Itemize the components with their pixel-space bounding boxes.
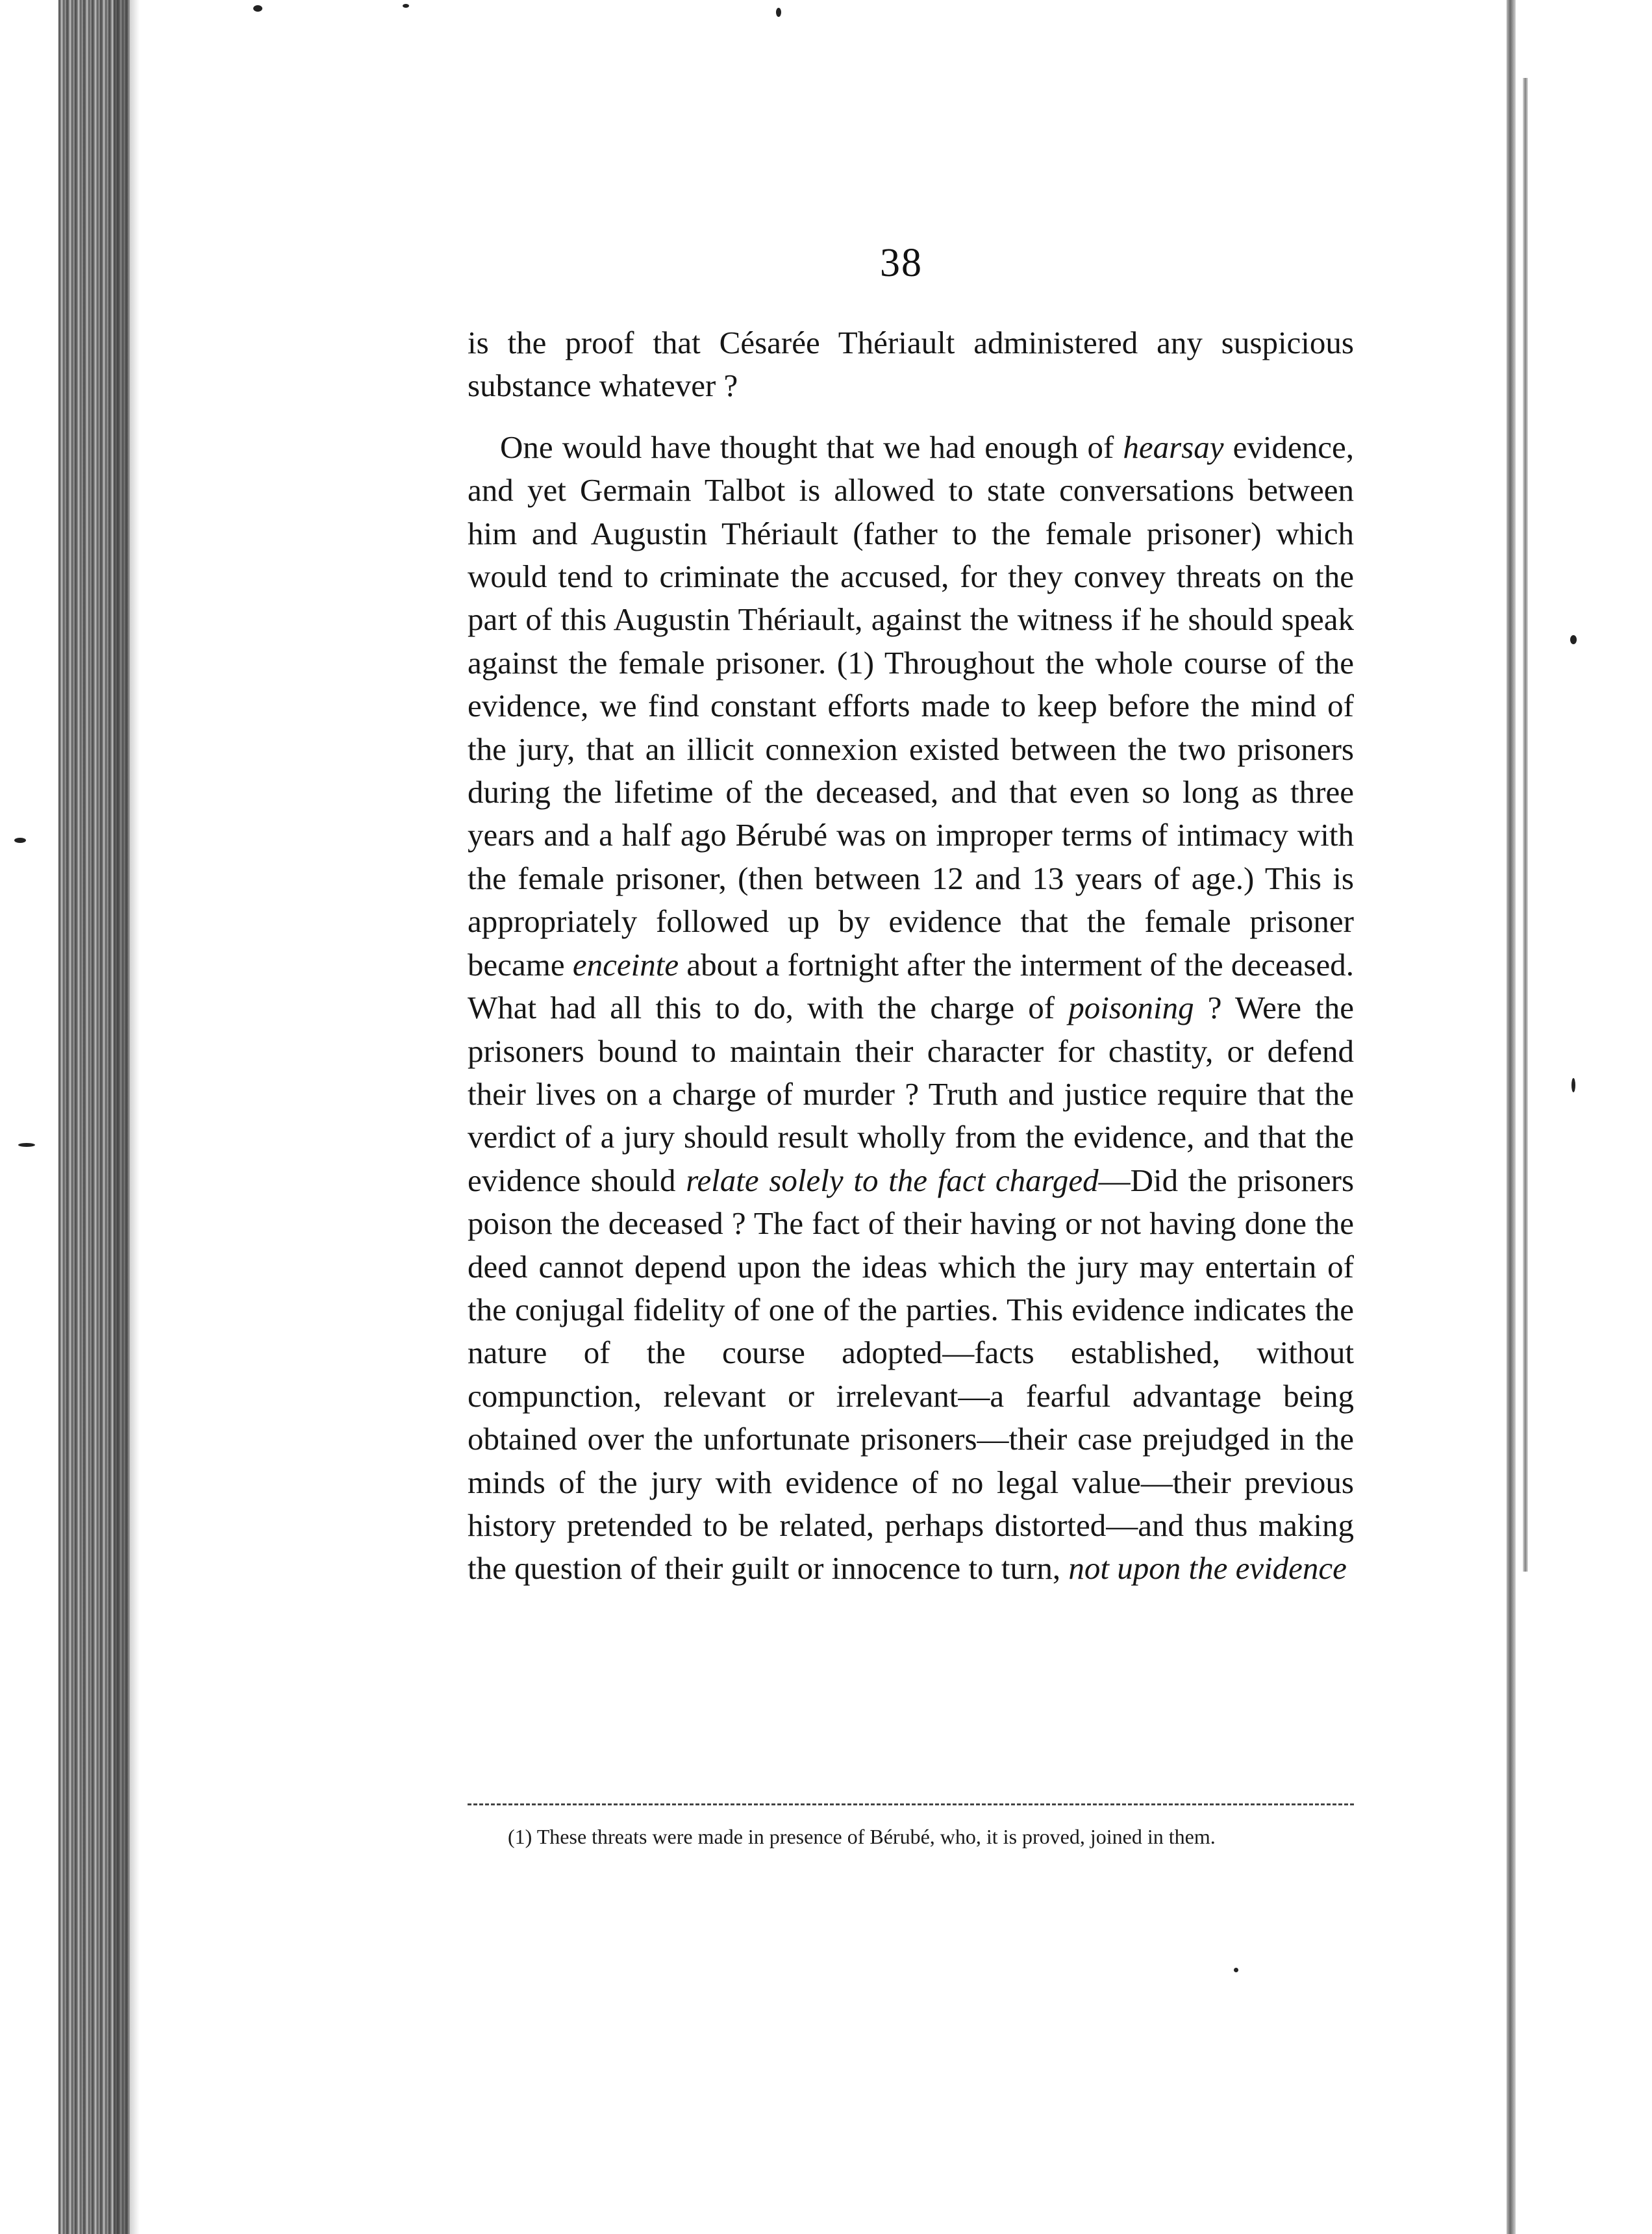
- page-number: 38: [880, 241, 923, 285]
- text-run: evidence, and yet Germain Talbot is allowed to state conversations between him and Augustin Thériault (father to the female prisoner) which would tend to criminate the accused, for they convey threats on the part of this Augustin Thériault, against the witness if he should speak against the female prisoner. (1) Throughout the whole course of the evidence, we find constant efforts made to keep before the mind of the jury, that an illicit connexion existed between the two prisoners during the lifetime of the deceased, and that even so long as three years and a half ago Bérubé was on improper terms of intimacy with the female prisoner, (then between 12 and 13 years of age.) This is appropriately followed up by evidence that the female prisoner became: [468, 429, 1354, 983]
- italic-run: poisoning: [1068, 990, 1194, 1026]
- paragraph: [468, 426, 1354, 1590]
- text-run: One would have thought that we had enough of: [500, 429, 1123, 465]
- scan-speck: [253, 5, 262, 12]
- italic-run: enceinte: [572, 946, 679, 983]
- italic-run: hearsay: [1123, 429, 1224, 465]
- italic-run: not upon the evidence: [1068, 1550, 1347, 1587]
- page-edge: [1507, 0, 1516, 2234]
- italic-run: relate solely to the fact charged: [686, 1162, 1099, 1198]
- scan-speck: [1570, 635, 1577, 644]
- scan-speck: [14, 838, 26, 843]
- text-run: ? Were the prisoners bound to maintain their character for chastity, or defend their lives on a charge of murder ? Truth and justice require that the verdict of a jury should result wholly from the evidence, and that the evidence should: [468, 990, 1355, 1198]
- scan-speck: [403, 4, 409, 8]
- scan-speck: [1571, 1078, 1575, 1092]
- gutter-shadow: [114, 0, 140, 2234]
- text-run: —Did the prisoners poison the deceased ? The fact of their having or not having done the deed cannot depend upon the ideas which the jury may entertain of the conjugal fidelity of one of the parties. This evidence indicates the nature of the course adopted—facts established, without compunction, relevant or irrelevant—a fearful advantage being obtained over the unfortunate prisoners—their case prejudged in the minds of the jury with evidence of no legal value—their previous history pretended to be related, perhaps distorted—and thus making the question of their guilt or innocence to turn,: [468, 1162, 1355, 1587]
- body-text: [468, 321, 1354, 1590]
- footnote-rule: [468, 1803, 1354, 1805]
- text-run: about a fortnight after the interment of the deceased. What had all this to do, with the charge of: [468, 946, 1354, 1026]
- paragraph-continuation: is the proof that Césarée Thériault administered any suspicious substance whatever ?: [468, 325, 1354, 404]
- footnote: (1) These threats were made in presence of Bérubé, who, it is proved, joined in them.: [508, 1825, 1216, 1848]
- scan-speck: [18, 1143, 35, 1147]
- scan-speck: [776, 8, 781, 17]
- page-edge-shadow: [1523, 78, 1528, 1572]
- scan-speck: [1234, 1968, 1238, 1972]
